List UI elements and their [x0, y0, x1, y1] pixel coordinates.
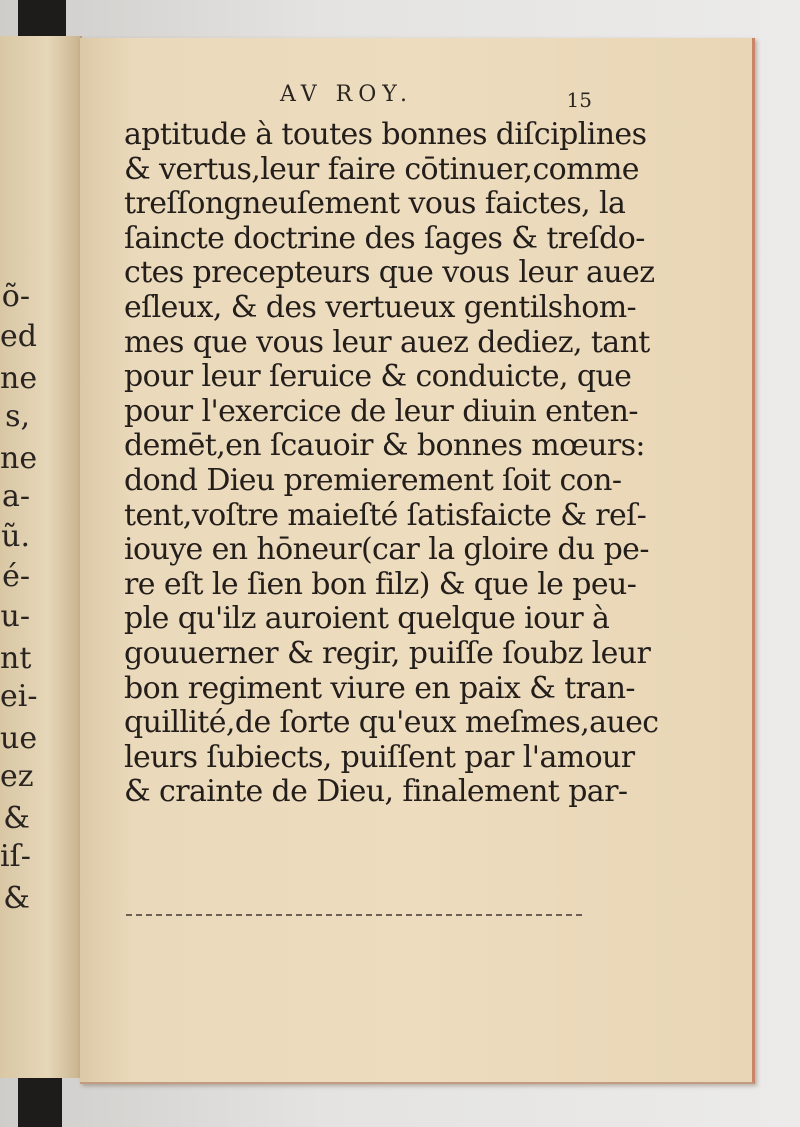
- text-line: pour leur ſeruice & conduicte, que: [124, 359, 632, 395]
- text-line: re eſt le ſien bon filz) & que le peu-: [124, 566, 637, 602]
- facing-fragment: ũ.: [1, 519, 30, 554]
- text-line: & vertus,leur faire cōtinuer,comme: [124, 151, 639, 187]
- text-line: & crainte de Dieu, finalement par-: [124, 774, 628, 810]
- facing-fragment: &: [3, 881, 30, 916]
- facing-fragment: nt: [0, 641, 32, 676]
- book-spine-bottom: [18, 1078, 62, 1127]
- facing-page: [0, 36, 82, 1078]
- text-line: gouuerner & regir, puiſſe ſoubz leur: [124, 635, 651, 671]
- text-line: quillité,de ſorte qu'eux meſmes,auec: [124, 705, 659, 741]
- text-line: ſaincte doctrine des ſages & treſdo-: [124, 220, 645, 256]
- running-head: AV ROY.: [280, 82, 413, 107]
- book-page: [80, 38, 755, 1084]
- catch-rule: [126, 914, 582, 916]
- facing-fragment: u-: [0, 599, 30, 634]
- text-line: aptitude à toutes bonnes diſciplines: [124, 117, 647, 152]
- facing-fragment: õ-: [1, 279, 30, 314]
- facing-fragment: a-: [1, 479, 30, 514]
- text-line: pour l'exercice de leur diuin enten-: [124, 393, 638, 429]
- text-line: leurs ſubiects, puiſſent par l'amour: [124, 739, 635, 775]
- text-line: ple qu'ilz auroient quelque iour à: [124, 601, 610, 637]
- text-line: ctes precepteurs que vous leur auez: [124, 255, 655, 291]
- facing-fragment: ei-: [0, 679, 38, 714]
- text-line: tent,voſtre maieſté ſatisfaicte & reſ-: [124, 497, 647, 533]
- facing-fragment: ne: [0, 441, 38, 476]
- text-line: eſleux, & des vertueux gentilshom-: [124, 289, 637, 325]
- facing-fragment: iſ-: [0, 839, 31, 874]
- facing-fragment: ed: [0, 319, 37, 354]
- page-number: 15: [566, 88, 592, 112]
- text-line: mes que vous leur auez dediez, tant: [124, 324, 650, 360]
- book-spine-top: [18, 0, 66, 36]
- text-line: bon regiment viure en paix & tran-: [124, 670, 635, 706]
- facing-fragment: ue: [0, 721, 38, 756]
- text-line: treſſongneuſement vous faictes, la: [124, 186, 626, 222]
- body-text: [124, 117, 659, 810]
- facing-fragment: ne: [0, 361, 38, 396]
- facing-fragment: ez: [0, 759, 34, 794]
- facing-fragment: &: [3, 801, 30, 836]
- text-line: dond Dieu premierement ſoit con-: [124, 462, 622, 498]
- text-line: demēt,en ſcauoir & bonnes mœurs:: [124, 428, 645, 464]
- facing-fragment: s,: [5, 399, 30, 434]
- facing-fragment: é-: [2, 559, 30, 594]
- text-line: iouye en hōneur(car la gloire du pe-: [124, 532, 649, 568]
